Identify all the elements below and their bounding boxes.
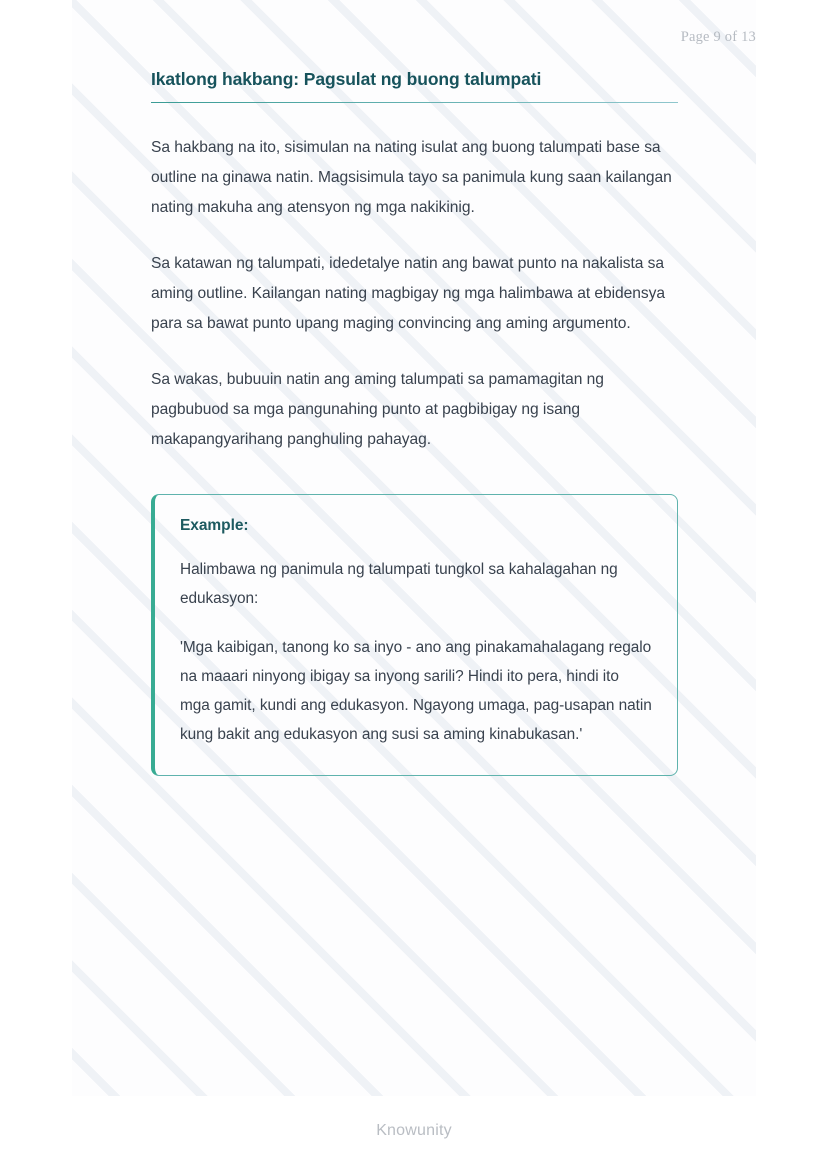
- body-paragraph: Sa hakbang na ito, sisimulan na nating isulat ang buong talumpati base sa outline na ginawa natin. Magsisimula tayo sa panimula kung saan kailangan nating makuha ang atensyon ng mga nakikinig.: [151, 139, 672, 217]
- example-callout-box: [151, 494, 678, 776]
- example-callout-intro: Halimbawa ng panimula ng talumpati tungkol sa kahalagahan ng edukasyon:: [180, 561, 618, 608]
- heading-divider-rule: [151, 102, 678, 104]
- document-content: [151, 68, 678, 776]
- body-paragraph: Sa wakas, bubuuin natin ang aming talumpati sa pamamagitan ng pagbubuod sa mga pangunahing punto at pagbibigay ng isang makapangyarihang panghuling pahayag.: [151, 371, 604, 449]
- footer-brand-label: Knowunity: [376, 1122, 452, 1139]
- example-callout-title: Example:: [180, 517, 249, 535]
- page-number-indicator: Page 9 of 13: [680, 29, 756, 45]
- section-heading: Ikatlong hakbang: Pagsulat ng buong talumpati: [151, 69, 542, 89]
- body-paragraph: Sa katawan ng talumpati, idedetalye natin ang bawat punto na nakalista sa aming outline. Kailangan nating magbigay ng mga halimbawa at ebidensya para sa bawat punto upang maging convincing ang aming argumento.: [151, 255, 666, 333]
- example-callout-quote: 'Mga kaibigan, tanong ko sa inyo - ano ang pinakamahalagang regalo na maaari ninyong ibigay sa inyong sarili? Hindi ito pera, hindi ito mga gamit, kundi ang edukasyon. Ngayong umaga, pag-usapan natin kung bakit ang edukasyon ang susi sa aming kinabukasan.': [180, 639, 652, 744]
